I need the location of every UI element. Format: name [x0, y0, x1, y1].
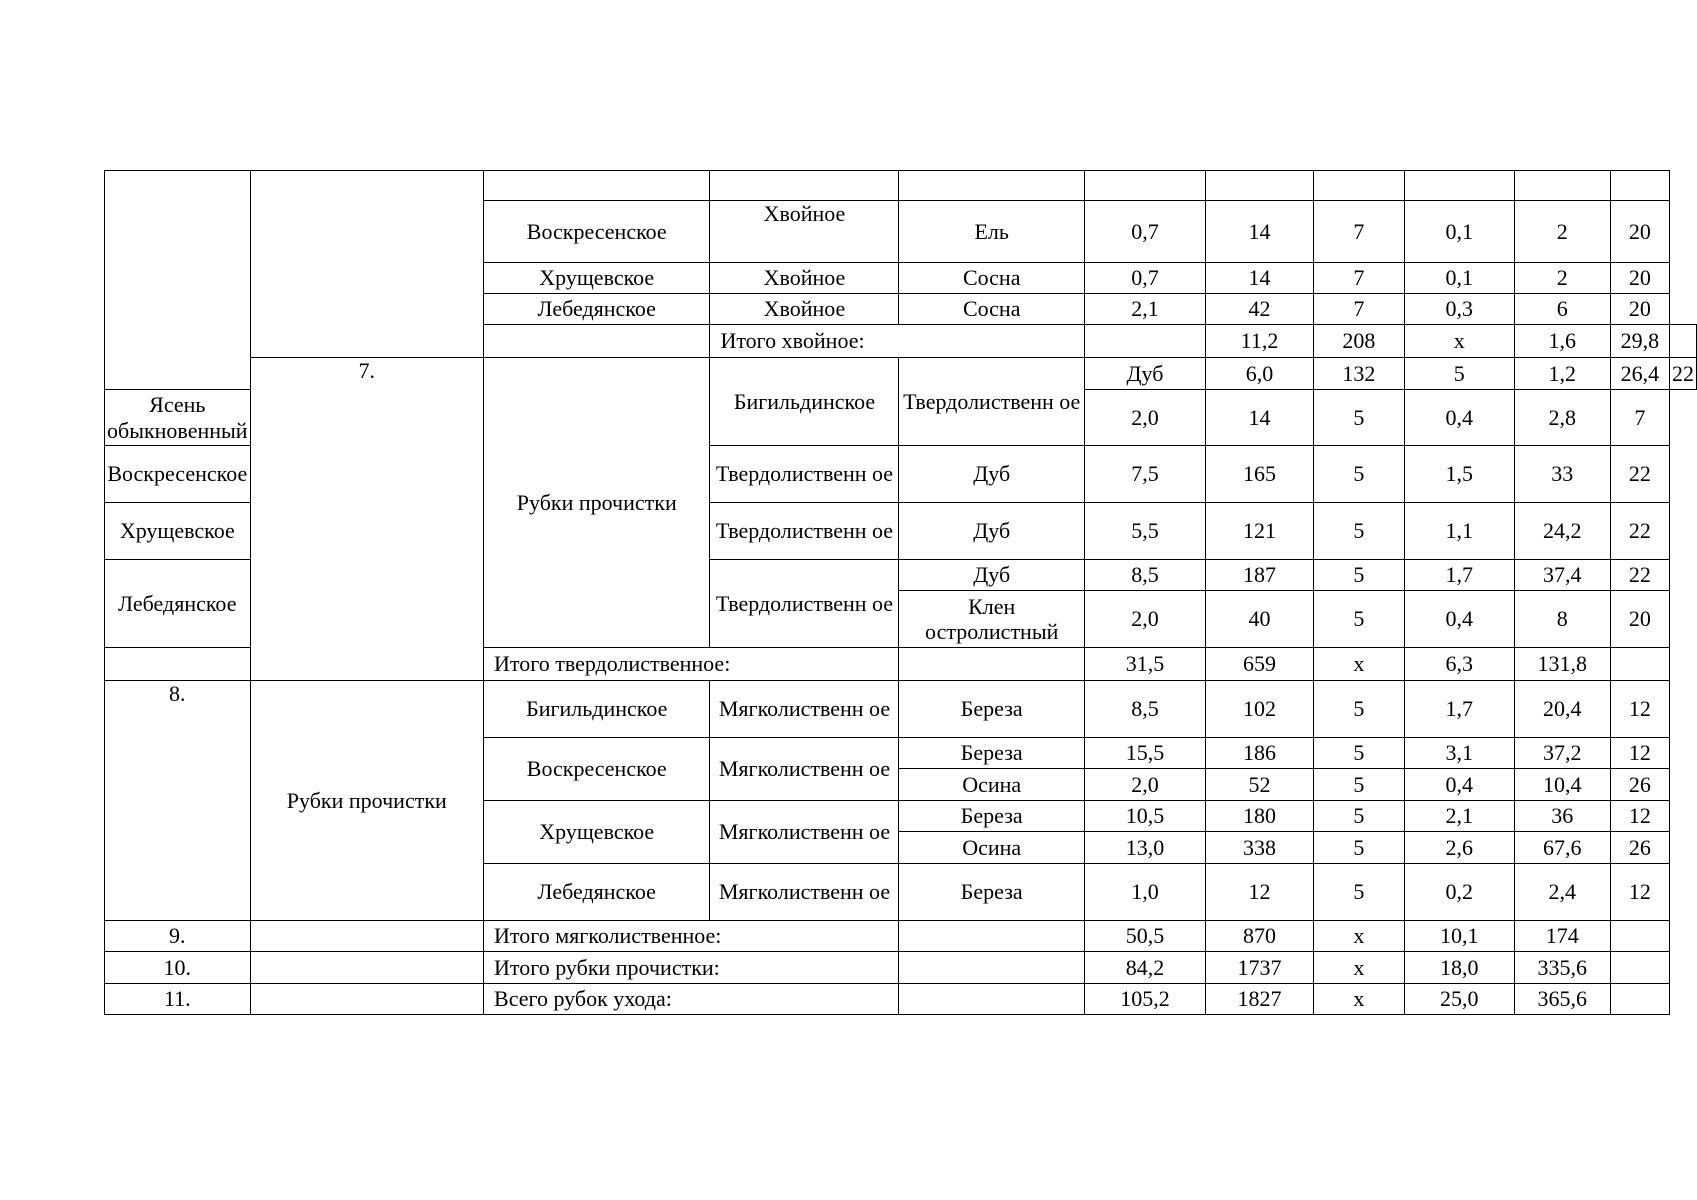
table-cell: Дуб [899, 446, 1084, 503]
table-cell: 2,4 [1514, 864, 1610, 921]
table-cell: Рубки прочистки [250, 681, 483, 921]
table-cell: 659 [1206, 648, 1314, 681]
table-cell [1610, 952, 1669, 984]
table-cell: 1,0 [1084, 864, 1205, 921]
table-cell: 5 [1313, 864, 1404, 921]
table-row [105, 952, 1697, 984]
table-cell: 2,0 [1084, 591, 1205, 648]
table-cell [899, 648, 1084, 681]
table-cell [1670, 325, 1697, 358]
table-cell: 22 [1670, 358, 1697, 390]
table-cell: 22 [1610, 503, 1669, 560]
table-cell: 10,1 [1404, 921, 1514, 952]
table-cell: 15,5 [1084, 738, 1205, 769]
table-cell: Хрущевское [105, 503, 251, 560]
table-cell: Итого хвойное: [710, 325, 1084, 358]
table-cell: 1,1 [1404, 503, 1514, 560]
table-cell: х [1313, 984, 1404, 1015]
table-cell: 13,0 [1084, 832, 1205, 864]
table-cell: 7 [1313, 263, 1404, 294]
table-cell: 25,0 [1404, 984, 1514, 1015]
table-cell: 26,4 [1610, 358, 1669, 390]
table-cell: 2,1 [1404, 801, 1514, 832]
table-cell: Хрущевское [484, 801, 710, 864]
table-cell: 131,8 [1514, 648, 1610, 681]
table-cell: 5 [1313, 801, 1404, 832]
table-row [105, 171, 1697, 201]
table-cell: 5 [1313, 681, 1404, 738]
table-cell: 10,4 [1514, 769, 1610, 801]
table-cell: 0,4 [1404, 591, 1514, 648]
table-cell: 186 [1206, 738, 1314, 769]
table-cell: 22 [1610, 560, 1669, 591]
table-cell: 5,5 [1084, 503, 1205, 560]
table-row [105, 358, 1697, 390]
table-cell: 5 [1313, 832, 1404, 864]
table-cell: 7 [1313, 294, 1404, 325]
table-row [105, 681, 1697, 738]
table-cell: Твердолиственн ое [710, 446, 899, 503]
table-cell: Твердолиственн ое [710, 560, 899, 648]
table-cell: Ель [899, 201, 1084, 263]
table-cell: Береза [899, 681, 1084, 738]
table-cell: Береза [899, 864, 1084, 921]
table-cell: 10,5 [1084, 801, 1205, 832]
table-cell: 2 [1514, 263, 1610, 294]
table-cell: 24,2 [1514, 503, 1610, 560]
table-cell: 1,5 [1404, 446, 1514, 503]
table-cell: 8 [1514, 591, 1610, 648]
table-cell: 20 [1610, 263, 1669, 294]
table-cell: Твердолиственн ое [899, 358, 1084, 446]
table-cell: 0,1 [1404, 263, 1514, 294]
table-cell: 12 [1610, 738, 1669, 769]
table-cell: Бигильдинское [484, 681, 710, 738]
table-cell: Итого мягколиственное: [484, 921, 899, 952]
table-cell: 40 [1206, 591, 1314, 648]
table-cell: 20,4 [1514, 681, 1610, 738]
table-cell [1313, 171, 1404, 201]
table-cell: 6,3 [1404, 648, 1514, 681]
table-cell: Клен остролистный [899, 591, 1084, 648]
table-cell: 1,2 [1514, 358, 1610, 390]
table-cell: 36 [1514, 801, 1610, 832]
table-cell: 365,6 [1514, 984, 1610, 1015]
table-cell: х [1404, 325, 1514, 358]
table-cell: 0,4 [1404, 390, 1514, 446]
table-cell: х [1313, 648, 1404, 681]
table-cell: 2,8 [1514, 390, 1610, 446]
table-cell: 31,5 [1084, 648, 1205, 681]
table-cell [1206, 171, 1314, 201]
table-cell [250, 952, 483, 984]
table-cell: 1827 [1206, 984, 1314, 1015]
table-cell: Рубки прочистки [484, 358, 710, 648]
table-cell: Итого рубки прочистки: [484, 952, 899, 984]
table-cell: 3,1 [1404, 738, 1514, 769]
table-cell: 29,8 [1610, 325, 1669, 358]
table-cell: 0,1 [1404, 201, 1514, 263]
forestry-table [104, 170, 1697, 1015]
table-row [105, 921, 1697, 952]
table-cell: 335,6 [1514, 952, 1610, 984]
table-cell: 18,0 [1404, 952, 1514, 984]
table-cell: 2 [1514, 201, 1610, 263]
table-cell: 42 [1206, 294, 1314, 325]
table-row [105, 984, 1697, 1015]
table-cell [1610, 648, 1669, 681]
table-cell: 11,2 [1206, 325, 1314, 358]
table-cell [899, 984, 1084, 1015]
table-cell: 2,0 [1084, 769, 1205, 801]
table-cell: Сосна [899, 294, 1084, 325]
table-cell: 14 [1206, 390, 1314, 446]
table-cell [484, 325, 710, 358]
table-cell: 6 [1514, 294, 1610, 325]
table-cell: Итого твердолиственное: [484, 648, 899, 681]
table-cell: 174 [1514, 921, 1610, 952]
table-cell: 5 [1313, 560, 1404, 591]
table-cell [250, 921, 483, 952]
table-cell: 14 [1206, 201, 1314, 263]
table-cell: 12 [1610, 864, 1669, 921]
table-cell: Воскресенское [484, 738, 710, 801]
table-cell: Хвойное [710, 201, 899, 263]
table-cell: 8,5 [1084, 681, 1205, 738]
table-cell: 0,7 [1084, 263, 1205, 294]
table-cell: Хрущевское [484, 263, 710, 294]
table-cell: 0,7 [1084, 201, 1205, 263]
table-cell: 1,6 [1514, 325, 1610, 358]
table-cell: 14 [1206, 263, 1314, 294]
table-cell: 870 [1206, 921, 1314, 952]
table-cell: Дуб [1084, 358, 1205, 390]
table-cell [899, 921, 1084, 952]
table-cell [899, 952, 1084, 984]
table-cell: Осина [899, 769, 1084, 801]
table-cell: 7. [250, 358, 483, 681]
table-cell [105, 171, 251, 390]
table-cell: 20 [1610, 294, 1669, 325]
table-cell [250, 171, 483, 358]
table-cell: Дуб [899, 503, 1084, 560]
table-cell: 5 [1313, 738, 1404, 769]
table-cell: Лебедянское [484, 864, 710, 921]
table-cell: 9. [105, 921, 251, 952]
table-cell: 5 [1313, 769, 1404, 801]
table-cell: 8. [105, 681, 251, 921]
table-cell: Мягколиственн ое [710, 801, 899, 864]
table-cell: 33 [1514, 446, 1610, 503]
table-cell: Хвойное [710, 263, 899, 294]
table-cell: 20 [1610, 591, 1669, 648]
table-cell: 2,0 [1084, 390, 1205, 446]
table-cell: 208 [1313, 325, 1404, 358]
table-cell: 7 [1610, 390, 1669, 446]
table-cell: 26 [1610, 832, 1669, 864]
table-cell: Ясень обыкновенный [105, 390, 251, 446]
table-cell: 5 [1313, 503, 1404, 560]
table-cell: 5 [1404, 358, 1514, 390]
table-cell: 20 [1610, 201, 1669, 263]
table-cell [250, 984, 483, 1015]
table-cell: 84,2 [1084, 952, 1205, 984]
table-cell: 0,2 [1404, 864, 1514, 921]
table-body [105, 171, 1697, 1015]
table-cell [1084, 171, 1205, 201]
table-cell: Хвойное [710, 294, 899, 325]
table-cell [1610, 171, 1669, 201]
table-cell: Береза [899, 738, 1084, 769]
table-cell: х [1313, 952, 1404, 984]
table-cell [710, 171, 899, 201]
table-cell: 22 [1610, 446, 1669, 503]
table-cell: 338 [1206, 832, 1314, 864]
table-cell: 180 [1206, 801, 1314, 832]
table-cell: 26 [1610, 769, 1669, 801]
table-cell: 2,1 [1084, 294, 1205, 325]
table-cell: 121 [1206, 503, 1314, 560]
table-cell [1514, 171, 1610, 201]
table-cell: 102 [1206, 681, 1314, 738]
table-cell: Воскресенское [484, 201, 710, 263]
table-cell: 12 [1206, 864, 1314, 921]
table-cell [1610, 921, 1669, 952]
table-cell: 187 [1206, 560, 1314, 591]
table-cell [1084, 325, 1205, 358]
table-cell: Мягколиственн ое [710, 864, 899, 921]
table-cell: Мягколиственн ое [710, 681, 899, 738]
table-cell: 50,5 [1084, 921, 1205, 952]
table-cell: 132 [1313, 358, 1404, 390]
table-cell: 12 [1610, 801, 1669, 832]
table-cell: Мягколиственн ое [710, 738, 899, 801]
table-cell [105, 648, 251, 681]
table-cell: 7,5 [1084, 446, 1205, 503]
table-cell: 11. [105, 984, 251, 1015]
table-cell: 10. [105, 952, 251, 984]
table-cell: Дуб [899, 560, 1084, 591]
table-cell: 1737 [1206, 952, 1314, 984]
table-cell: 52 [1206, 769, 1314, 801]
table-cell: Осина [899, 832, 1084, 864]
table-cell [1610, 984, 1669, 1015]
table-cell: 1,7 [1404, 681, 1514, 738]
table-cell: 165 [1206, 446, 1314, 503]
table-cell [899, 171, 1084, 201]
table-cell: Воскресенское [105, 446, 251, 503]
table-cell: 12 [1610, 681, 1669, 738]
table-cell: х [1313, 921, 1404, 952]
table-cell: 37,2 [1514, 738, 1610, 769]
table-cell: Лебедянское [484, 294, 710, 325]
table-cell [484, 171, 710, 201]
table-cell: 0,3 [1404, 294, 1514, 325]
table-cell: 5 [1313, 591, 1404, 648]
table-cell: 7 [1313, 201, 1404, 263]
table-cell: 105,2 [1084, 984, 1205, 1015]
table-cell: 1,7 [1404, 560, 1514, 591]
table-cell: Лебедянское [105, 560, 251, 648]
table-cell: 8,5 [1084, 560, 1205, 591]
table-cell: Всего рубок ухода: [484, 984, 899, 1015]
table-cell: 37,4 [1514, 560, 1610, 591]
table-cell: Сосна [899, 263, 1084, 294]
table-cell: 0,4 [1404, 769, 1514, 801]
table-cell: 5 [1313, 390, 1404, 446]
table-cell: 6,0 [1206, 358, 1314, 390]
table-cell: 5 [1313, 446, 1404, 503]
table-cell: Береза [899, 801, 1084, 832]
table-cell: Твердолиственн ое [710, 503, 899, 560]
table-cell: 67,6 [1514, 832, 1610, 864]
table-cell: Бигильдинское [710, 358, 899, 446]
table-cell [1404, 171, 1514, 201]
table-cell: 2,6 [1404, 832, 1514, 864]
